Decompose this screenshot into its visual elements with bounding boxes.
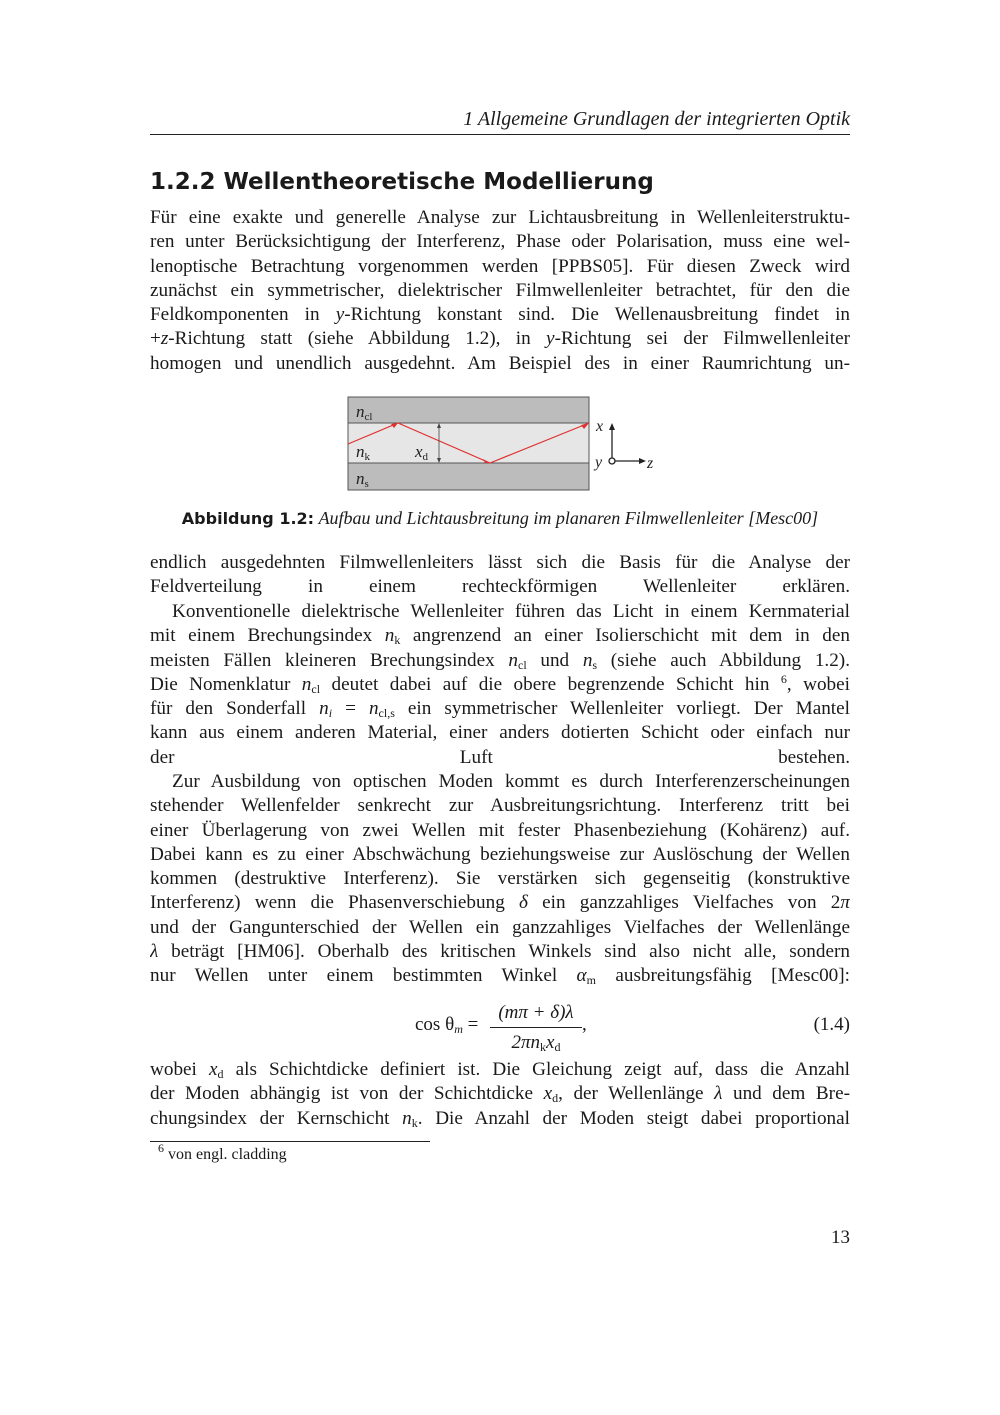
- text-line: der Moden abhängig ist von der Schichtdicke $x_d$, der Wellenlänge λ und dem Bre-: [150, 1083, 850, 1106]
- text-line: kann aus einem anderen Material, einer anders dotierten Schicht oder einfach nur: [150, 722, 850, 744]
- text-line: Interferenz) wenn die Phasenverschiebung δ ein ganzzahliges Vielfaches von 2π: [150, 892, 850, 914]
- footnote-mark: 6: [780, 672, 787, 686]
- paragraph-5: [150, 1058, 850, 1131]
- text-line: wobei $x_d$ als Schichtdicke definiert ist. Die Gleichung zeigt auf, dass die Anzahl: [150, 1059, 850, 1081]
- equation-fraction: [490, 1000, 582, 1056]
- text-line: homogen und unendlich ausgedehnt. Am Beispiel des in einer Raumrichtung un-: [150, 352, 850, 374]
- label-xd: xd: [415, 442, 429, 463]
- page-number: 13: [831, 1227, 850, 1248]
- equation-denominator: $2\pi n_kx_d$: [511, 1032, 561, 1054]
- text-line: ren unter Berücksichtigung der Interferenz, Phase oder Polarisation, muss eine wel-: [150, 231, 850, 253]
- footnote: $^6$ von engl. cladding: [158, 1141, 287, 1163]
- paragraph-4: [150, 770, 850, 989]
- equation-1-4: [150, 1000, 850, 1056]
- paragraph-3: [150, 600, 850, 770]
- text-line: mit einem Brechungsindex $n_k$ angrenzend an einer Isolierschicht mit dem in den: [150, 625, 850, 648]
- text-line: einer Überlagerung von zwei Wellen mit fester Phasenbeziehung (Kohärenz) auf.: [150, 819, 850, 841]
- label-ncl: ncl: [356, 402, 373, 423]
- text-line: chungsindex der Kernschicht $n_k$. Die Anzahl der Moden steigt dabei proportional: [150, 1107, 850, 1130]
- label-ns: ns: [356, 469, 369, 490]
- waveguide-diagram: [340, 395, 670, 495]
- caption-label: Abbildung 1.2:: [181, 509, 315, 528]
- text-line: für den Sonderfall $n_i = n_{cl,s}$ ein symmetrischer Wellenleiter vorliegt. Der Mantel: [150, 698, 850, 721]
- axis-arrow-icon: [609, 423, 615, 430]
- fraction-bar: [490, 1027, 582, 1028]
- text-line: zunächst ein symmetrischer, dielektrischer Filmwellenleiter betrachtet, für den die: [150, 279, 850, 301]
- text-line: Feldverteilung in einem rechteckförmigen Wellenleiter erklären.: [150, 576, 850, 598]
- text-line: kommen (destruktive Interferenz). Sie verstärken sich gegenseitig (konstruktive: [150, 868, 850, 890]
- cladding-layer: [348, 397, 589, 423]
- axis-y-label: y: [595, 454, 603, 471]
- text-line: nur Wellen unter einem bestimmten Winkel $\alpha_m$ ausbreitungsfähig [Mesc00]:: [150, 965, 850, 988]
- equation-lhs: $\cos \theta_m$ =: [415, 1014, 479, 1036]
- figure-caption: [150, 505, 850, 532]
- header-rule: [150, 134, 850, 135]
- equation-comma: ,: [582, 1014, 587, 1035]
- text-line: lenoptische Betrachtung vorgenommen werden [PPBS05]. Für diesen Zweck wird: [150, 255, 850, 277]
- paragraph-1: [150, 206, 850, 376]
- text-line: Dabei kann es zu einer Abschwächung beziehungsweise zur Auslöschung der Wellen: [150, 843, 850, 865]
- footnote-rule: [150, 1141, 430, 1142]
- text-line: stehender Wellenfelder senkrecht zur Ausbreitungsrichtung. Interferenz tritt bei: [150, 795, 850, 817]
- text-line: λ beträgt [HM06]. Oberhalb des kritischen Winkels sind also nicht alle, sondern: [150, 941, 850, 963]
- caption-text: Aufbau und Lichtausbreitung im planaren Filmwellenleiter [Mesc00]: [318, 508, 819, 528]
- axis-arrow-icon: [639, 458, 646, 464]
- axis-origin-icon: [609, 458, 615, 464]
- text-line: der Luft bestehen.: [150, 746, 850, 768]
- paragraph-2: [150, 551, 850, 600]
- text-line: Zur Ausbildung von optischen Moden kommt es durch Interferenzerscheinungen: [172, 771, 850, 792]
- text-line: endlich ausgedehnten Filmwellenleiters lässt sich die Basis für die Analyse der: [150, 552, 850, 573]
- text-line: meisten Fällen kleineren Brechungsindex $n_{cl}$ und $n_s$ (siehe auch Abbildung 1.2).: [150, 649, 850, 672]
- axis-x-label: x: [596, 418, 604, 435]
- text-line: Für eine exakte und generelle Analyse zur Lichtausbreitung in Wellenleiterstruktu-: [150, 207, 850, 228]
- text-line: Konventionelle dielektrische Wellenleiter führen das Licht in einem Kernmaterial: [172, 601, 850, 622]
- text-line: Feldkomponenten in y-Richtung konstant sind. Die Wellenausbreitung findet in: [150, 304, 850, 326]
- text-line: und der Gangunterschied der Wellen ein ganzzahliges Vielfaches der Wellenlänge: [150, 916, 850, 938]
- waveguide-figure: [340, 395, 670, 495]
- substrate-layer: [348, 463, 589, 490]
- footnote-number: 6: [158, 1141, 164, 1155]
- axis-z-label: z: [647, 455, 654, 472]
- label-nk: nk: [356, 442, 370, 463]
- equation-number: (1.4): [813, 1014, 850, 1035]
- equation-numerator: (mπ + δ)λ: [498, 1002, 574, 1023]
- running-header: 1 Allgemeine Grundlagen der integrierten Optik: [463, 108, 850, 130]
- section-title: 1.2.2 Wellentheoretische Modellierung: [150, 169, 654, 195]
- text-line: +z-Richtung statt (siehe Abbildung 1.2), in y-Richtung sei der Filmwellenleiter: [150, 328, 850, 350]
- text-line: Die Nomenklatur $n_{cl}$ deutet dabei auf die obere begrenzende Schicht hin $^6$, wobei: [150, 672, 850, 696]
